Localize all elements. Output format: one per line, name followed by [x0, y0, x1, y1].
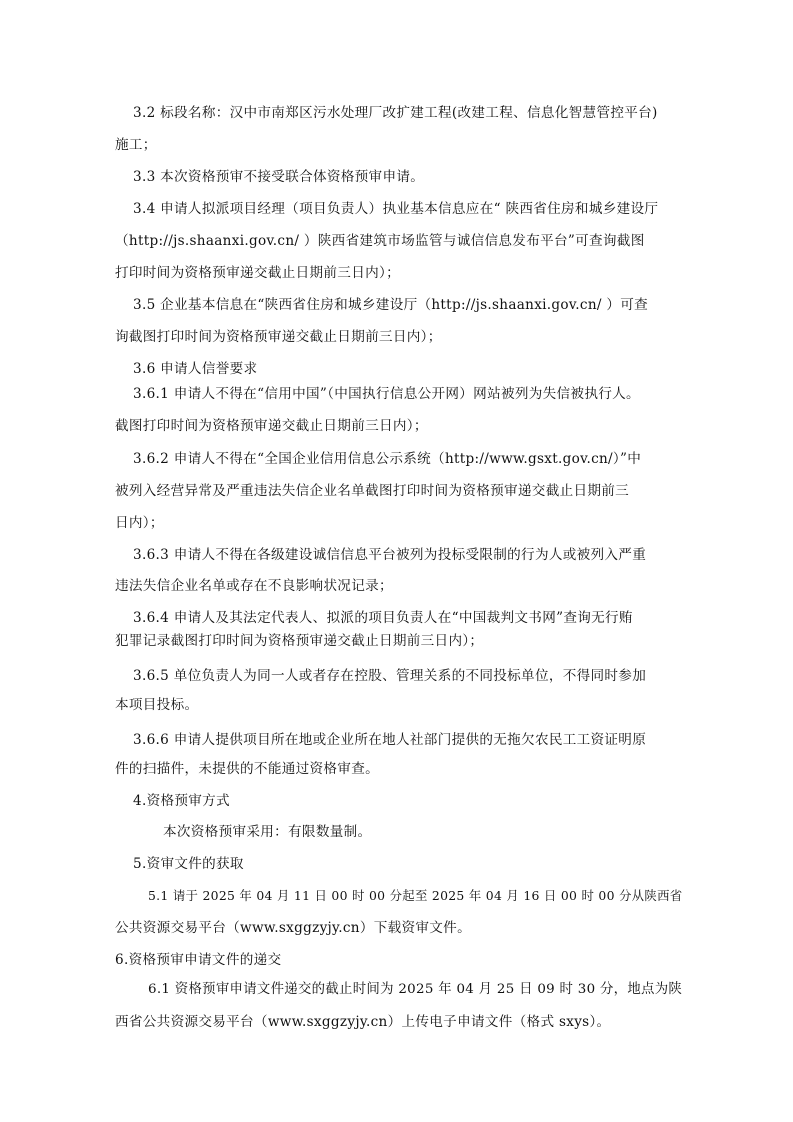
text-line: 犯罪记录截图打印时间为资格预审递交截止日期前三日内）；	[115, 633, 484, 649]
text-line: 违法失信企业名单或存在不良影响状况记录；	[115, 578, 393, 594]
text-line: 5.1 请于 2025 年 04 月 11 日 00 时 00 分起至 2025 年 04 月 16 日 00 时 00 分从陕西省	[148, 888, 683, 903]
text-line: 西省公共资源交易平台（www.sxggzyjy.cn）上传电子申请文件（格式 sxys）。	[115, 1014, 611, 1030]
section-heading: 6.资格预审申请文件的递交	[115, 952, 282, 968]
text-line: 3.6 申请人信誉要求	[133, 361, 258, 377]
section-heading: 5.资审文件的获取	[133, 856, 244, 872]
text-line: 3.6.3 申请人不得在各级建设诚信信息平台被列为投标受限制的行为人或被列入严重	[133, 547, 647, 563]
text-line: 公共资源交易平台（www.sxggzyjy.cn）下载资审文件。	[115, 920, 471, 936]
text-line: 询截图打印时间为资格预审递交截止日期前三日内）；	[115, 329, 442, 345]
text-line: 3.2 标段名称：汉中市南郑区污水处理厂改扩建工程(改建工程、信息化智慧管控平台)	[133, 105, 658, 121]
text-line: 件的扫描件，未提供的不能通过资格审查。	[115, 761, 379, 777]
text-line: 3.6.5 单位负责人为同一人或者存在控股、管理关系的不同投标单位，不得同时参加	[133, 668, 647, 684]
text-line: 3.6.6 申请人提供项目所在地或企业所在地人社部门提供的无拖欠农民工工资证明原	[133, 732, 647, 748]
text-line: 截图打印时间为资格预审递交截止日期前三日内）；	[115, 418, 428, 434]
text-line: 日内）；	[115, 515, 164, 531]
text-line: （http://js.shaanxi.gov.cn/ ）陕西省建筑市场监管与诚信信息发布平台”可查询截图	[115, 233, 645, 249]
section-heading: 4.资格预审方式	[133, 793, 230, 809]
text-line: 3.5 企业基本信息在“陕西省住房和城乡建设厅（http://js.shaanxi.gov.cn/ ）可查	[133, 297, 649, 313]
text-line: 本次资格预审采用：有限数量制。	[163, 824, 372, 840]
text-line: 3.6.4 申请人及其法定代表人、拟派的项目负责人在“中国裁判文书网”查询无行贿	[133, 610, 633, 626]
text-line: 3.4 申请人拟派项目经理（项目负责人）执业基本信息应在“ 陕西省住房和城乡建设厅	[133, 201, 659, 217]
text-line: 被列入经营异常及严重违法失信企业名单截图打印时间为资格预审递交截止日期前三	[115, 483, 630, 499]
text-line: 3.6.2 申请人不得在“全国企业信用信息公示系统（http://www.gsxt.gov.cn/）”中	[133, 451, 642, 467]
text-line: 3.3 本次资格预审不接受联合体资格预审申请。	[133, 169, 425, 185]
text-line: 打印时间为资格预审递交截止日期前三日内）；	[115, 265, 400, 281]
text-line: 6.1 资格预审申请文件递交的截止时间为 2025 年 04 月 25 日 09 时 30 分，地点为陕	[148, 982, 683, 997]
text-line: 3.6.1 申请人不得在“信用中国”（中国执行信息公开网）网站被列为失信被执行人。	[133, 386, 640, 402]
text-line: 本项目投标。	[115, 697, 199, 713]
text-line: 施工；	[115, 137, 157, 153]
